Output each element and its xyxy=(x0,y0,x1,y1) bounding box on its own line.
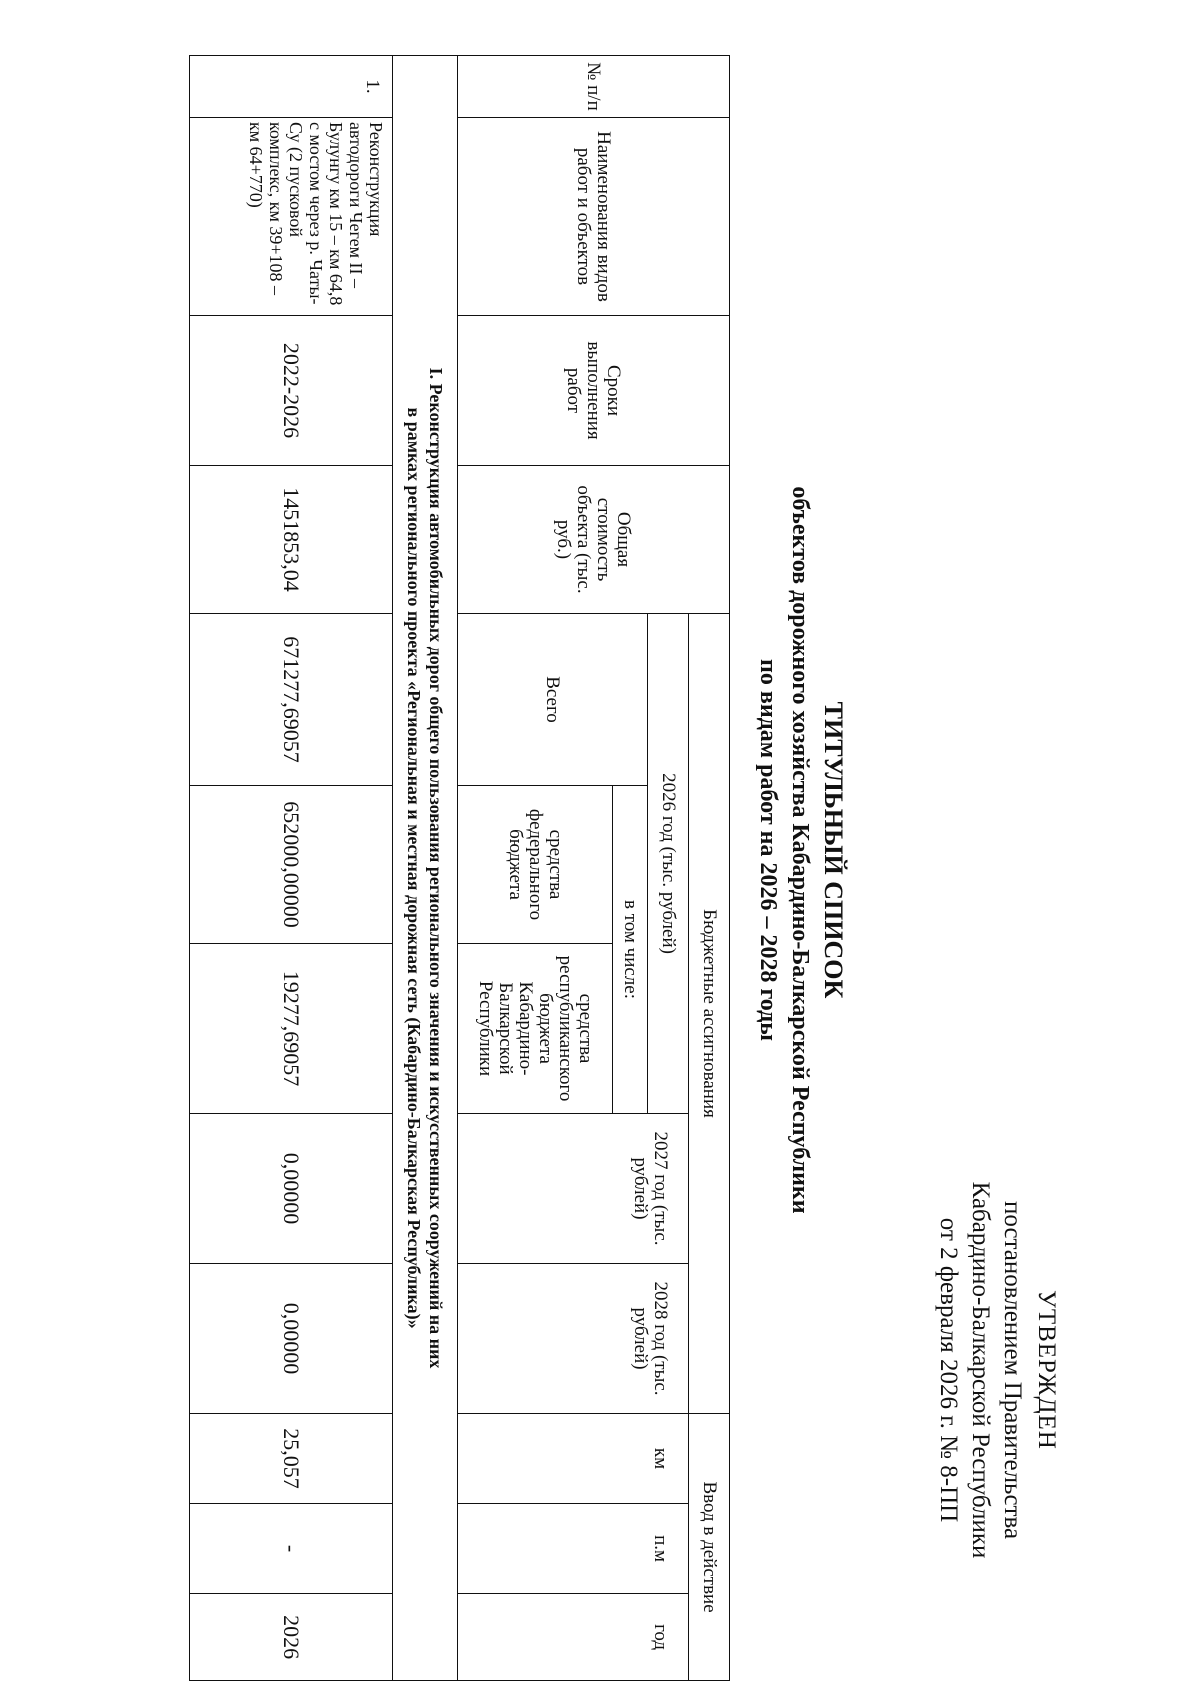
approval-date-line: от 2 февраля 2026 г. № 8-ПП xyxy=(935,1217,962,1523)
header-all: Всего xyxy=(458,614,648,786)
header-name: Наименования видов работ и объектов xyxy=(458,118,730,316)
approval-line: Кабардино-Балкарской Республики xyxy=(967,1181,994,1559)
cell-republic-2026: 19277,69057 xyxy=(190,944,393,1114)
header-commissioning: Ввод в действие xyxy=(689,1414,730,1681)
header-budget: Бюджетные ассигнования xyxy=(689,614,730,1414)
header-year: год xyxy=(458,1594,689,1681)
cell-pm: - xyxy=(190,1504,393,1594)
header-num: № п/п xyxy=(458,56,730,118)
approval-line: постановлением Правительства xyxy=(999,1200,1026,1540)
document-subtitle-period: по видам работ на 2026 – 2028 годы xyxy=(755,659,781,1041)
header-km: км xyxy=(458,1414,689,1504)
cell-km: 25,057 xyxy=(190,1414,393,1504)
table-row xyxy=(190,56,393,1681)
document-subtitle: объектов дорожного хозяйства Кабардино-Балкарской Республики xyxy=(787,486,813,1214)
cell-2027: 0,00000 xyxy=(190,1114,393,1264)
cell-year: 2026 xyxy=(190,1594,393,1681)
header-year-2026: 2026 год (тыс. рублей) xyxy=(648,614,689,1114)
approval-heading: УТВЕРЖДЕН xyxy=(1033,1290,1060,1450)
cell-object-name: Реконструкция автодороги Чегем II – Булунгу км 15 – км 64,8 с мостом через р. Чаты-Су (2 пусковой комплекс, км 39+108 – км 64+770) xyxy=(190,118,393,316)
section-subtitle: в рамках регионального проекта «Региональная и местная дорожная сеть (Кабардино-Балкарская Республика)» xyxy=(404,407,424,1329)
cell-num: 1. xyxy=(190,56,393,118)
title-list-table xyxy=(189,55,730,1681)
approval-block xyxy=(932,1090,1062,1650)
header-total-cost: Общая стоимость объекта (тыс. руб.) xyxy=(458,466,730,614)
header-including: в том числе: xyxy=(613,786,648,1114)
header-republic: средства республиканского бюджета Кабардино-Балкарской Республики xyxy=(458,944,613,1114)
header-federal: средства федерального бюджета xyxy=(458,786,613,944)
table-header-row xyxy=(689,56,730,1681)
cell-total-2026: 671277,69057 xyxy=(190,614,393,786)
header-year-2027: 2027 год (тыс. рублей) xyxy=(458,1114,689,1264)
section-heading xyxy=(393,56,458,1681)
section-row xyxy=(393,56,458,1681)
section-title: I. Реконструкция автомобильных дорог общего пользования регионального значения и искусственных сооружений на них xyxy=(426,367,446,1369)
cell-total-cost: 1451853,04 xyxy=(190,466,393,614)
cell-period: 2022-2026 xyxy=(190,316,393,466)
document-title: ТИТУЛЬНЫЙ СПИСОК xyxy=(819,701,848,999)
header-period: Сроки выполнения работ xyxy=(458,316,730,466)
header-year-2028: 2028 год (тыс. рублей) xyxy=(458,1264,689,1414)
document-title-block xyxy=(752,300,850,1400)
cell-federal-2026: 652000,00000 xyxy=(190,786,393,944)
cell-2028: 0,00000 xyxy=(190,1264,393,1414)
header-pm: п.м xyxy=(458,1504,689,1594)
